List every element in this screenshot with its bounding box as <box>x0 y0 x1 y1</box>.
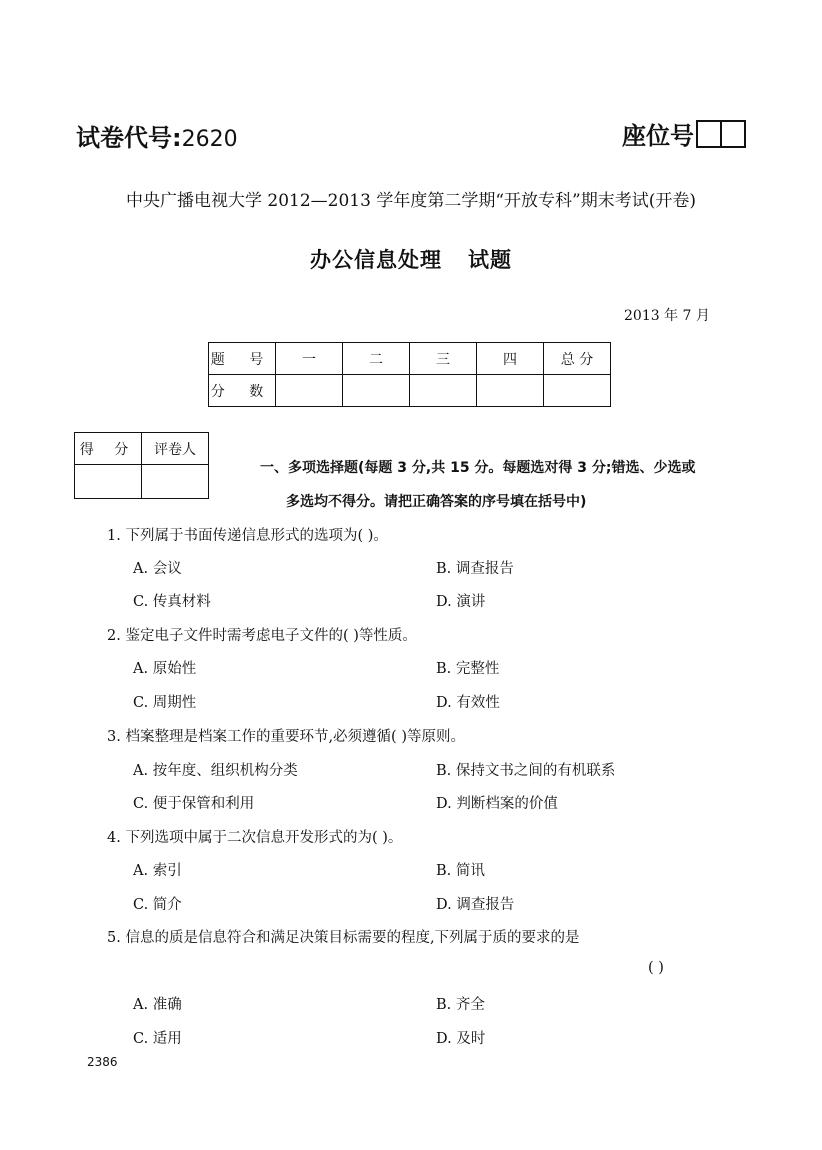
question-3-option-c: C. 便于保管和利用 <box>133 796 255 812</box>
question-3-option-a: A. 按年度、组织机构分类 <box>133 763 298 779</box>
question-4-option-c: C. 简介 <box>133 897 182 913</box>
score-cell[interactable] <box>276 375 343 407</box>
question-3-option-d: D. 判断档案的价值 <box>436 796 558 812</box>
score-table <box>208 342 611 407</box>
exam-code <box>76 118 238 153</box>
question-4-option-d: D. 调查报告 <box>436 897 515 913</box>
exam-code-value: 2620 <box>181 127 238 152</box>
question-1-option-c: C. 传真材料 <box>133 594 211 610</box>
seat-number <box>622 116 746 151</box>
grader-score-cell[interactable] <box>75 465 142 499</box>
seat-box[interactable] <box>720 122 744 146</box>
question-5-stem: 5. 信息的质是信息符合和满足决策目标需要的程度,下列属于质的要求的是 <box>107 930 580 946</box>
seat-box[interactable] <box>698 122 720 146</box>
score-cell[interactable] <box>544 375 611 407</box>
question-5-option-b: B. 齐全 <box>436 997 485 1013</box>
question-5-option-a: A. 准确 <box>133 997 182 1013</box>
score-header-cell: 三 <box>410 343 477 375</box>
question-5-option-c: C. 适用 <box>133 1031 182 1047</box>
question-1-option-b: B. 调查报告 <box>436 561 514 577</box>
score-cell[interactable] <box>477 375 544 407</box>
question-2-option-a: A. 原始性 <box>133 661 197 677</box>
grader-score-label: 得 分 <box>75 433 142 465</box>
exam-date: 2013 年 7 月 <box>624 308 710 324</box>
score-header-cell: 一 <box>276 343 343 375</box>
grader-name-label: 评卷人 <box>142 433 209 465</box>
question-1-stem: 1. 下列属于书面传递信息形式的选项为( )。 <box>107 528 388 544</box>
question-2-option-c: C. 周期性 <box>133 695 197 711</box>
question-3-stem: 3. 档案整理是档案工作的重要环节,必须遵循( )等原则。 <box>107 729 465 745</box>
score-row-label: 分 数 <box>209 375 276 407</box>
score-table-header-row <box>209 343 611 375</box>
exam-title <box>0 244 822 274</box>
exam-code-label: 试卷代号: <box>76 124 182 152</box>
score-cell[interactable] <box>410 375 477 407</box>
university-line: 中央广播电视大学 2012—2013 学年度第二学期“开放专科”期末考试(开卷) <box>126 191 696 211</box>
score-table-value-row <box>209 375 611 407</box>
question-5-option-d: D. 及时 <box>436 1031 486 1047</box>
exam-subject: 办公信息处理 <box>310 248 442 272</box>
page-number: 2386 <box>87 1055 118 1069</box>
question-4-stem: 4. 下列选项中属于二次信息开发形式的为( )。 <box>107 830 403 846</box>
question-4-option-b: B. 简讯 <box>436 863 485 879</box>
score-header-cell: 二 <box>343 343 410 375</box>
question-2-option-d: D. 有效性 <box>436 695 500 711</box>
question-4-option-a: A. 索引 <box>133 863 182 879</box>
question-2-option-b: B. 完整性 <box>436 661 500 677</box>
question-2-stem: 2. 鉴定电子文件时需考虑电子文件的( )等性质。 <box>107 628 417 644</box>
grader-name-cell[interactable] <box>142 465 209 499</box>
score-header-cell: 四 <box>477 343 544 375</box>
question-1-option-a: A. 会议 <box>133 561 182 577</box>
score-cell[interactable] <box>343 375 410 407</box>
question-1-option-d: D. 演讲 <box>436 594 486 610</box>
section-heading-line2: 多选均不得分。请把正确答案的序号填在括号中) <box>286 494 587 510</box>
seat-number-boxes[interactable] <box>696 120 746 148</box>
grader-table <box>74 432 209 499</box>
section-heading-line1: 一、多项选择题(每题 3 分,共 15 分。每题选对得 3 分;错选、少选或 <box>260 460 696 476</box>
seat-number-label: 座位号 <box>622 122 694 150</box>
score-header-cell: 题 号 <box>209 343 276 375</box>
exam-kind: 试题 <box>468 248 512 272</box>
score-header-cell: 总 分 <box>544 343 611 375</box>
question-5-answer-paren: ( ) <box>648 960 664 976</box>
question-3-option-b: B. 保持文书之间的有机联系 <box>436 763 616 779</box>
